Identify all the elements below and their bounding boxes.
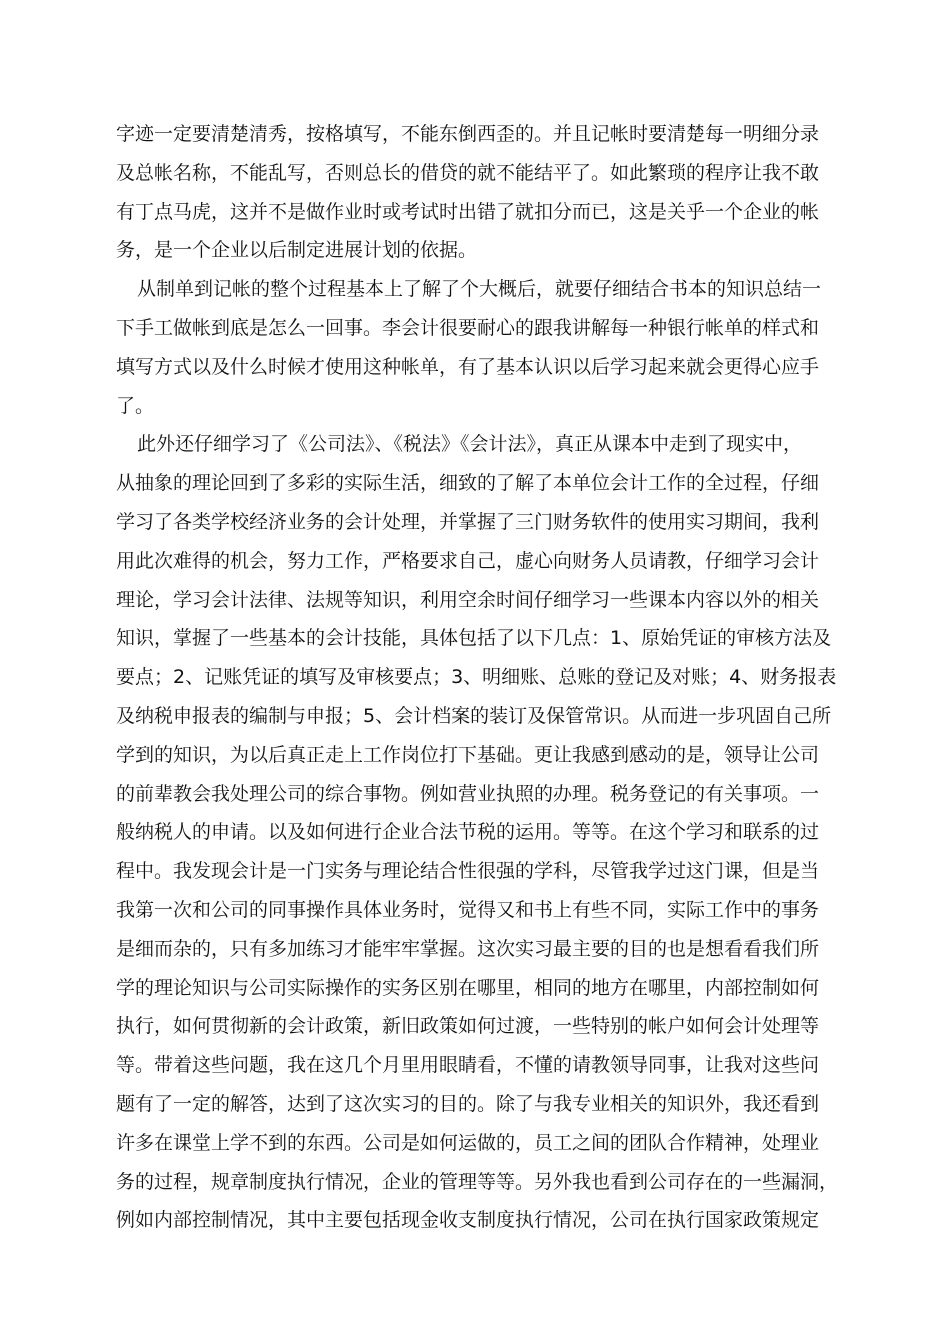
text-line: 务的过程，规章制度执行情况，企业的管理等等。另外我也看到公司存在的一些漏洞， [116,1170,839,1193]
text-line: 务，是一个企业以后制定进展计划的依据。 [116,239,478,262]
text-line: 程中。我发现会计是一门实务与理论结合性很强的学科，尽管我学过这门课，但是当 [116,860,820,883]
text-line: 有丁点马虎，这并不是做作业时或考试时出错了就扣分而已，这是关乎一个企业的帐 [116,200,820,223]
text-line: 字迹一定要清楚清秀，按格填写，不能东倒西歪的。并且记帐时要清楚每一明细分录 [116,123,820,145]
text-line: 下手工做帐到底是怎么一回事。李会计很要耐心的跟我讲解每一种银行帐单的样式和 [116,317,820,339]
text-line: 例如内部控制情况，其中主要包括现金收支制度执行情况，公司在执行国家政策规定 [116,1209,820,1232]
text-line: 从制单到记帐的整个过程基本上了解了个大概后，就要仔细结合书本的知识总结一 [137,278,822,301]
text-line: 要点；2、记账凭证的填写及审核要点；3、明细账、总账的登记及对账；4、财务报表 [116,666,837,689]
text-line: 等。带着这些问题，我在这几个月里用眼睛看，不懂的请教领导同事，让我对这些问 [116,1054,820,1077]
text-line: 了。 [116,394,155,417]
text-line: 学的理论知识与公司实际操作的实务区别在哪里，相同的地方在哪里，内部控制如何 [116,976,820,999]
text-line: 知识，掌握了一些基本的会计技能，具体包括了以下几点：1、原始凭证的审核方法及 [116,627,832,650]
text-line: 是细而杂的，只有多加练习才能牢牢掌握。这次实习最主要的目的也是想看看我们所 [116,937,820,960]
text-line: 理论，学习会计法律、法规等知识，利用空余时间仔细学习一些课本内容以外的相关 [116,588,820,611]
text-line: 般纳税人的申请。以及如何进行企业合法节税的运用。等等。在这个学习和联系的过 [116,821,820,844]
text-line: 学习了各类学校经济业务的会计处理，并掌握了三门财务软件的使用实习期间，我利 [116,511,820,533]
text-line: 题有了一定的解答，达到了这次实习的目的。除了与我专业相关的知识外，我还看到 [116,1093,820,1115]
text-line: 执行，如何贯彻新的会计政策，新旧政策如何过渡，一些特别的帐户如何会计处理等 [116,1015,820,1038]
text-line: 及纳税申报表的编制与申报；5、会计档案的装订及保管常识。从而进一步巩固自己所 [116,705,832,727]
text-line: 填写方式以及什么时候才使用这种帐单，有了基本认识以后学习起来就会更得心应手 [116,355,820,378]
text-line: 我第一次和公司的同事操作具体业务时，觉得又和书上有些不同，实际工作中的事务 [116,899,820,921]
text-line: 许多在课堂上学不到的东西。公司是如何运做的，员工之间的团队合作精神，处理业 [116,1131,820,1154]
text-line: 从抽象的理论回到了多彩的实际生活，细致的了解了本单位会计工作的全过程，仔细 [116,472,820,495]
text-line: 及总帐名称，不能乱写，否则总长的借贷的就不能结平了。如此繁琐的程序让我不敢 [116,161,820,184]
text-line: 此外还仔细学习了《公司法》、《税法》《会计法》，真正从课本中走到了现实中， [137,433,803,456]
text-line: 用此次难得的机会，努力工作，严格要求自己，虚心向财务人员请教，仔细学习会计 [116,549,820,572]
text-line: 的前辈教会我处理公司的综合事物。例如营业执照的办理。税务登记的有关事项。一 [116,782,820,805]
text-line: 学到的知识，为以后真正走上工作岗位打下基础。更让我感到感动的是，领导让公司 [116,743,820,766]
